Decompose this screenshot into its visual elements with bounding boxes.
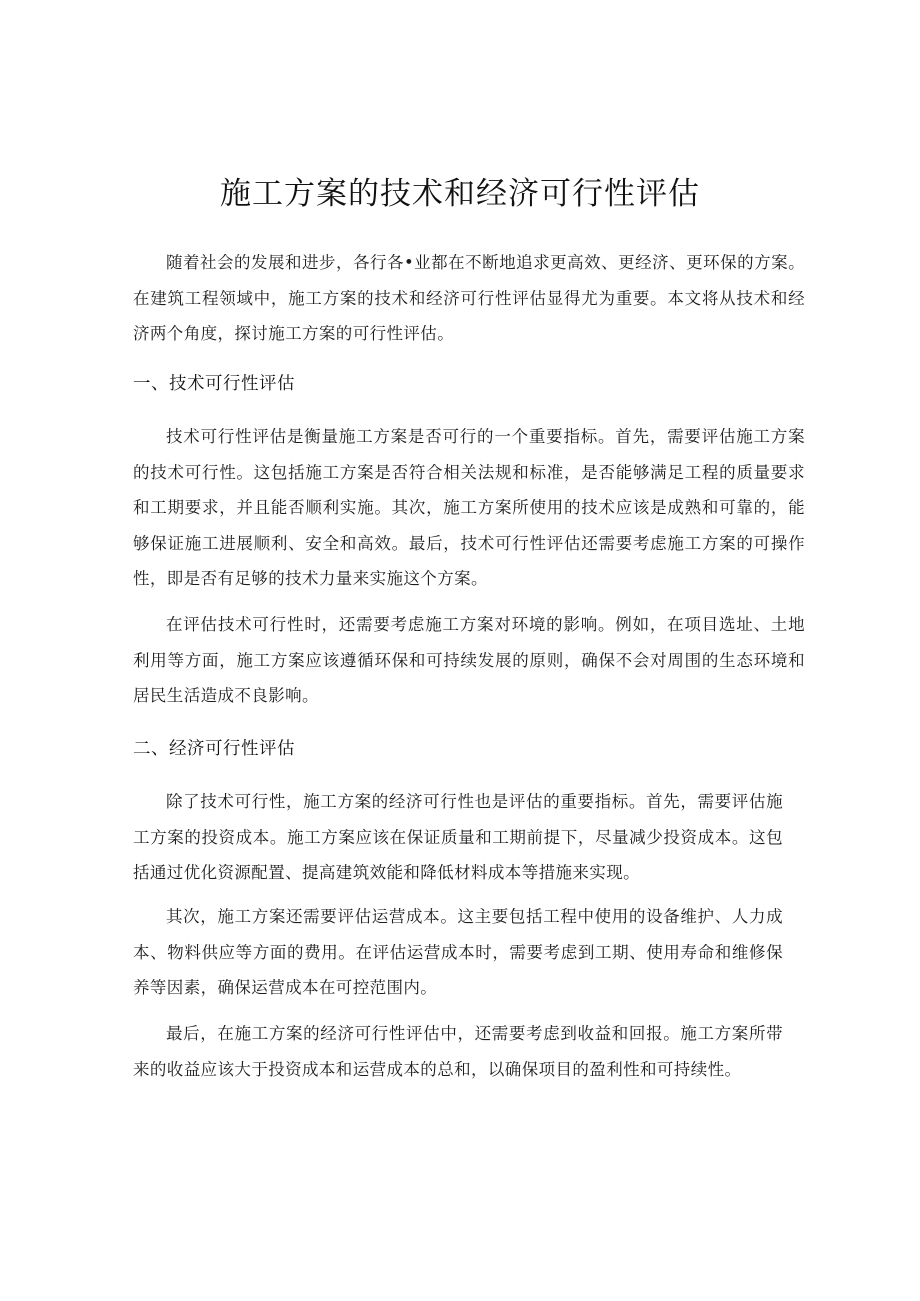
document-title: 施工方案的技术和经济可行性评估 bbox=[220, 176, 700, 212]
intro-paragraph: 随着社会的发展和进步，各行各•业都在不断地追求更高效、更经济、更环保的方案。在建筑工程领域中，施工方案的技术和经济可行性评估显得尤为重要。本文将从技术和经济两个角度，探讨施工方案的可行性评估。 bbox=[133, 253, 805, 343]
economic-paragraph-1: 除了技术可行性，施工方案的经济可行性也是评估的重要指标。首先，需要评估施工方案的投资成本。施工方案应该在保证质量和工期前提下，尽量减少投资成本。这包括通过优化资源配置、提高建筑效能和降低材料成本等措施来实现。 bbox=[133, 792, 783, 882]
technical-paragraph-2: 在评估技术可行性时，还需要考虑施工方案对环境的影响。例如，在项目选址、土地利用等方面，施工方案应该遵循环保和可持续发展的原则，确保不会对周围的生态环境和居民生活造成不良影响。 bbox=[133, 615, 805, 705]
section-heading-economic: 二、经济可行性评估 bbox=[133, 739, 295, 759]
economic-paragraph-3: 最后，在施工方案的经济可行性评估中，还需要考虑到收益和回报。施工方案所带来的收益应该大于投资成本和运营成本的总和，以确保项目的盈利性和可持续性。 bbox=[133, 1024, 783, 1079]
section-heading-technical: 一、技术可行性评估 bbox=[133, 374, 295, 394]
economic-paragraph-2: 其次，施工方案还需要评估运营成本。这主要包括工程中使用的设备维护、人力成本、物料供应等方面的费用。在评估运营成本时，需要考虑到工期、使用寿命和维修保养等因素，确保运营成本在可控范围内。 bbox=[133, 907, 783, 997]
technical-paragraph-1: 技术可行性评估是衡量施工方案是否可行的一个重要指标。首先，需要评估施工方案的技术可行性。这包括施工方案是否符合相关法规和标准，是否能够满足工程的质量要求和工期要求，并且能否顺利实施。其次，施工方案所使用的技术应该是成熟和可靠的，能够保证施工进展顺利、安全和高效。最后，技术可行性评估还需要考虑施工方案的可操作性，即是否有足够的技术力量来实施这个方案。 bbox=[133, 427, 805, 588]
